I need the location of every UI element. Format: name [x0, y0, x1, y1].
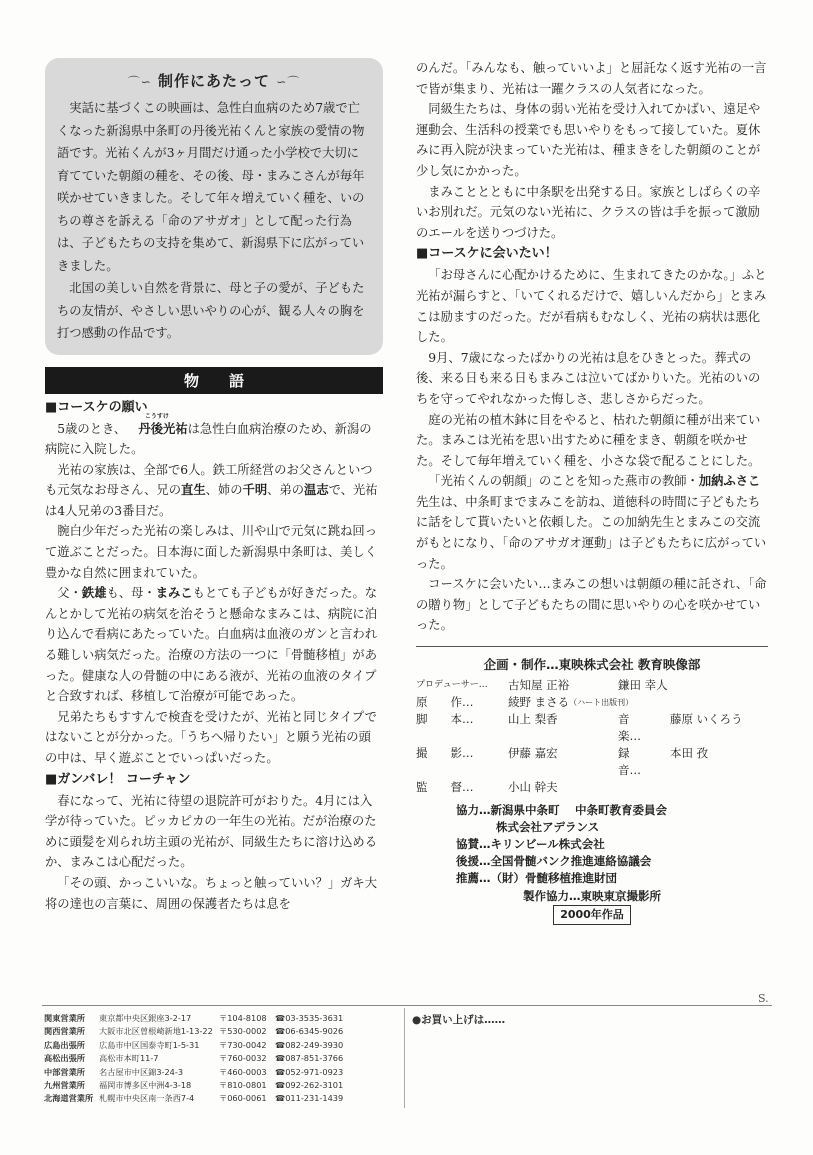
office-name: 関東営業所 [44, 1013, 85, 1023]
credit-key: プロデューサー… [416, 680, 488, 691]
story-paragraph: まみこととともに中条駅を出発する日。家族としばらくの辛いお別れだ。元気のない光祐に、クラスの皆は手を振って激励のエールを送りつづけた。 [416, 184, 761, 240]
name-tetsuo: 鉄雄 [81, 586, 107, 601]
office-row [44, 1092, 406, 1105]
footer-divider [42, 1005, 772, 1006]
ruby-text: こうすけ [144, 412, 169, 420]
credits [416, 646, 768, 925]
story-paragraph [45, 583, 383, 707]
office-name: 北海道営業所 [44, 1093, 94, 1104]
story-paragraph [45, 460, 383, 522]
office-tel: ☎092-262-3101 [275, 1080, 344, 1091]
office-address: 東京都中央区銀座3-2-17 [99, 1013, 192, 1023]
office-tel: ☎082-249-3930 [275, 1039, 344, 1050]
text: も、母・ [106, 586, 156, 601]
office-zip: 〒530-0002 [219, 1026, 267, 1037]
office-address: 大阪市北区曽根崎新地1-13-22 [99, 1026, 213, 1037]
office-row [44, 1052, 406, 1065]
credit-cooperation: 協力…新潟県中条町 中条町教育委員会 [456, 803, 668, 818]
credit-row [416, 779, 768, 796]
credit-value: 綾野 まさる [508, 695, 570, 710]
office-name: 関西営業所 [44, 1026, 85, 1037]
office-zip: 〒060-0061 [219, 1093, 267, 1104]
text: 光祐の家族は、全部で6人。鉄工所経営のお父さんといつも元気なお母さん、兄の [45, 462, 373, 498]
office-tel: ☎052-971-0923 [275, 1066, 344, 1077]
story-paragraph: 兄弟たちもすすんで検査を受けたが、光祐と同じタイプではないことが分かった。「うちへ帰りたい」と願う光祐の頭の中は、早く遊ぶことでいっぱいだった。 [45, 709, 377, 765]
credit-production-cooperation: 製作協力…東映東京撮影所 [523, 889, 661, 904]
text: 5歳のとき、 [57, 421, 127, 436]
story-band: 物語 [45, 367, 383, 394]
credit-key: 音 楽… [618, 712, 653, 744]
intro-title-text: 制作にあたって [157, 72, 270, 90]
credit-key: 原 作… [416, 695, 474, 710]
office-zip: 〒104-8108 [219, 1013, 267, 1023]
credit-value: 伊藤 嘉宏 [508, 746, 558, 761]
credit-cooperation: 株式会社アデランス [496, 820, 600, 835]
name-text: 丹後光祐 [138, 421, 188, 436]
office-row [44, 1066, 406, 1079]
name-atsushi: 温志 [304, 483, 329, 498]
ornament-right-icon: ∽⌒ [276, 75, 301, 89]
text: 、弟の [267, 483, 305, 498]
section-heading: ■コースケの願い [45, 399, 148, 415]
office-address: 福岡市博多区中洲4-3-18 [99, 1080, 192, 1091]
story-paragraph: 9月、7歳になったばかりの光祐は息をひきとった。葬式の後、来る日も来る日もまみこは泣いてばかりいた。光祐のいのちを守ってやれなかった悔しさ、悲しさからだった。 [416, 350, 761, 406]
text: もとても子どもが好きだった。なんとかして光祐の病気を治そうと懸命なまみこは、病院に泊り込んで看病にあたっていた。白血病は血液のガンと言われる難しい病気だった。治療の方法の一つに「骨髄移植」があった。健康な人の骨髄の中にある液が、光祐の血液のタイプと合致すれば、移植して治療が可能であった。 [45, 586, 378, 704]
footer-vertical-divider [404, 1008, 405, 1108]
office-tel: ☎087-851-3766 [275, 1053, 344, 1064]
credit-key: 録 音… [618, 746, 653, 778]
credit-row [416, 745, 768, 779]
credit-main: 企画・制作…東映株式会社 教育映像部 [483, 657, 701, 673]
office-name: 九州営業所 [44, 1080, 85, 1091]
office-zip: 〒730-0042 [219, 1039, 267, 1050]
credit-support: 後援…全国骨髄バンク推進連絡協議会 [456, 854, 652, 869]
name-chiaki: 千明 [242, 483, 268, 498]
office-zip: 〒810-0801 [219, 1080, 267, 1091]
office-list [44, 1012, 406, 1106]
credit-value: 山上 梨香 [508, 712, 558, 727]
office-address: 名古屋市中区錦3-24-3 [99, 1066, 184, 1077]
credit-value: 鎌田 幸人 [618, 678, 668, 693]
text: 父・ [57, 586, 82, 601]
intro-paragraph: 実話に基づくこの映画は、急性白血病のため7歳で亡くなった新潟県中条町の丹後光祐くんと家族の愛情の物語です。光祐くんが3ヶ月間だけ通った小学校で大切に育てていた朝顔の種を、その後、母・まみこさんが毎年咲かせていきました。そして年々増えていく種を、いのちの尊さを訴える「命のアサガオ」として配った行為は、子どもたちの支持を集めて、新潟県下に広がっていきました。 [57, 101, 365, 273]
credit-key: 脚 本… [416, 712, 474, 727]
name-tango-kosuke [126, 412, 188, 440]
right-column [416, 58, 768, 925]
story-paragraph: コースケに会いたい…まみこの想いは朝顔の種に託され、「命の贈り物」として子どもたちの間に思いやりの心を咲かせていった。 [416, 577, 767, 633]
story-paragraph [45, 412, 383, 460]
office-tel: ☎011-231-1439 [275, 1093, 344, 1104]
ornament-left-icon: ⌒∽ [127, 75, 152, 89]
office-name: 高松出張所 [44, 1053, 85, 1064]
text: 「光祐くんの朝顔」のことを知った燕市の教師・ [428, 474, 699, 489]
credit-key: 監 督… [416, 780, 474, 795]
name-mamiko: まみこ [155, 586, 193, 601]
text: 先生は、中条町までまみこを訪ね、道徳科の時間に子どもたちに話をして貰いたいと依頼した。この加納先生とまみこの交流がもとになり、「命のアサガオ運動」は子どもたちに広がっていった。 [416, 494, 767, 571]
section-heading: ■コースケに会いたい！ [416, 246, 558, 262]
credit-key: 撮 影… [416, 746, 474, 761]
purchase-note: ●お買い上げは…… [412, 1014, 506, 1026]
office-address: 高松市本町11-7 [99, 1053, 159, 1064]
office-zip: 〒460-0003 [219, 1066, 267, 1077]
story-paragraph: 「その頭、かっこいいな。ちょっと触っていい？」ガキ大将の達也の言葉に、周囲の保護者たちは息を [45, 875, 378, 911]
credit-row [416, 677, 768, 694]
office-row [44, 1039, 406, 1052]
intro-title [57, 70, 371, 91]
office-address: 札幌市中央区南一条西7-4 [99, 1093, 195, 1104]
credit-sub: （ハート出版刊） [569, 698, 634, 708]
story-paragraph: 同級生たちは、身体の弱い光祐を受け入れてかばい、遠足や運動会、生活科の授業でも思いやりをもって接していた。夏休みに再入院が決まっていた光祐は、種まきをした朝顔のことが少し気にかかった。 [416, 102, 761, 178]
story-paragraph: 庭の光祐の植木鉢に目をやると、枯れた朝顔に種が出来ていた。まみこは光祐を思い出すために種をまき、朝顔を咲かせた。そして毎年増えていく種を、小さな袋で配ることにした。 [416, 412, 761, 468]
section-heading: ■ガンバレ！ コーチャン [45, 771, 191, 787]
credit-recommend: 推薦…（財）骨髄移植推進財団 [456, 871, 617, 886]
year-badge: 2000年作品 [553, 905, 631, 925]
credit-value: 小山 幹夫 [508, 780, 558, 795]
office-row [44, 1012, 406, 1025]
office-zip: 〒760-0032 [219, 1053, 267, 1064]
left-column [45, 58, 383, 914]
office-tel: ☎03-3535-3631 [275, 1013, 344, 1023]
text: で、光祐は4人兄弟の3番目だ。 [45, 483, 378, 518]
office-row [44, 1079, 406, 1092]
office-address: 広島市中区国泰寺町1-5-31 [99, 1039, 200, 1050]
office-name: 広島出張所 [44, 1039, 85, 1050]
name-nao: 直生 [181, 483, 206, 498]
text: は急性白血病治療のため、新潟の病院に入院した。 [45, 421, 372, 457]
story-paragraph: 腕白少年だった光祐の楽しみは、川や山で元気に跳ね回って遊ぶことだった。日本海に面した新潟県中条町は、美しく豊かな自然に囲まれていた。 [45, 524, 378, 580]
credit-value: 本田 孜 [670, 746, 709, 761]
page-mark: S. [758, 992, 769, 1005]
office-tel: ☎06-6345-9026 [275, 1026, 344, 1037]
credit-value: 古知屋 正裕 [508, 678, 570, 693]
story-paragraph: 春になって、光祐に待望の退院許可がおりた。4月には入学が待っていた。ピッカピカの一年生の光祐。だが治療のために頭髪を刈られ坊主頭の光祐が、同級生たちに溶け込めるか、まみこは心配だった。 [45, 793, 378, 870]
credit-row [416, 711, 768, 745]
office-row [44, 1025, 406, 1038]
credit-value: 藤原 いくろう [670, 712, 743, 727]
name-kano-fusako: 加納ふさこ [698, 474, 761, 489]
story-paragraph: 「お母さんに心配かけるために、生まれてきたのかな。」ふと光祐が漏らすと、「いてくれるだけで、嬉しいんだから」とまみこは励ますのだった。だが看病もむなしく、光祐の病状は悪化した。 [416, 268, 767, 345]
story-paragraph: のんだ。「みんなも、触っていいよ」と屈託なく返す光祐の一言で皆が集まり、光祐は一躍クラスの人気者になった。 [416, 61, 767, 96]
office-name: 中部営業所 [44, 1066, 85, 1077]
credit-year-wrap [416, 905, 768, 925]
text: 、姉の [205, 483, 243, 498]
credit-sponsor: 協賛…キリンビール株式会社 [456, 837, 605, 852]
credit-row [416, 694, 768, 711]
intro-paragraph: 北国の美しい自然を背景に、母と子の愛が、子どもたちの友情が、やさしい思いやりの心が、観る人々の胸を打つ感動の作品です。 [57, 281, 365, 340]
intro-box [45, 58, 383, 355]
story-paragraph [416, 471, 768, 574]
